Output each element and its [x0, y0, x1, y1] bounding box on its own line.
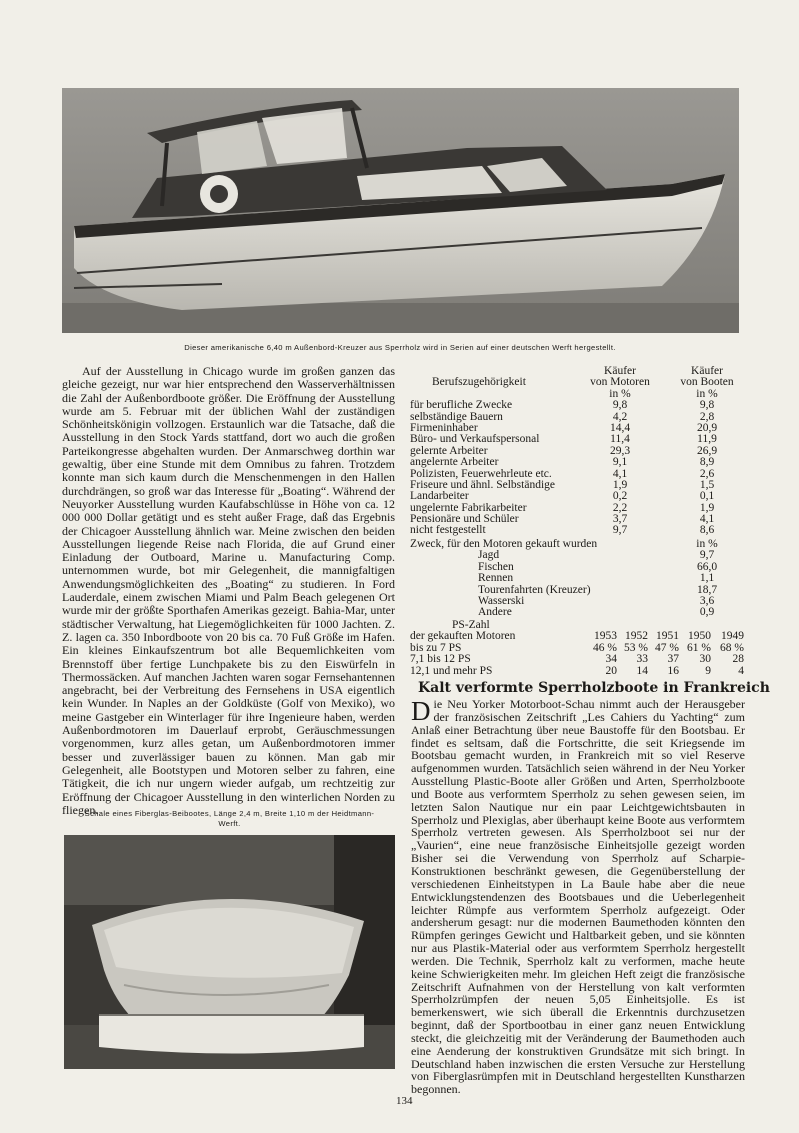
purpose-value: 3,6: [699, 594, 715, 607]
boote-header-2: von Booten: [680, 376, 734, 389]
occupation-label: Firmeninhaber: [410, 421, 478, 434]
motoren-value: 14,4: [609, 421, 631, 434]
boote-value: 20,9: [696, 421, 718, 434]
motoren-value: 9,8: [612, 399, 628, 412]
motoren-value: 1,9: [612, 478, 628, 491]
boote-value: 8,9: [699, 456, 715, 469]
occupation-label: Friseure und ähnl. Selbständige: [410, 478, 556, 491]
occupation-header-label: Berufszugehörigkeit: [432, 376, 526, 389]
occupation-row: [410, 400, 745, 411]
ps-value: 4: [738, 664, 744, 677]
boote-value: 8,6: [699, 524, 715, 537]
figure2-caption-line1: Schale eines Fiberglas-Beibootes, Länge 2,4 m, Breite 1,10 m der Heidtmann-: [84, 809, 375, 818]
ps-value: 33: [636, 653, 648, 666]
ps-row: [410, 666, 745, 677]
ps-label: 12,1 und mehr PS: [410, 664, 493, 677]
ps-value: 47 %: [655, 641, 679, 654]
motoren-value: 9,1: [612, 456, 628, 469]
left-column-text: Auf der Ausstellung in Chicago wurde im großen ganzen das gleiche gezeigt, nur war hier entsprechend den Wasserverhältnissen die Zahl der Außenbordboote größer. Die Eröffnung der Ausstellung wurde am 5. Februar mit der üblichen Wahl der zuständigen Schönheitskönigin vollzogen. Erstaunlich war die Tatsache, daß die Ausstellung in den Stock Yards stattfand, dort wo auch die großen Parteikongresse abgehalten wurden. Der Anmarschweg dorthin war gewaltig, über eine Stunde mit dem Omnibus zu fahren. Trotzdem konnte man sich kaum durch die Menschenmengen in den Hallen durchdrängen, so groß war das Interesse für „Boating“. Während der Neuyorker Ausstellung wurden Kaufabschlüsse in Höhe von ca. 12 000 000 Dollar getätigt und es steht außer Frage, daß das Ergebnis der Chicagoer Ausstellung ähnlich war. Meine zwischen den beiden Ausstellungen liegende Reise nach Florida, die auf Grund einer Einladung der Outboard, Marine u. Manufacturing Comp. unternommen wurde, bot mir Gelegenheit, die mannigfaltigen Anwendungsmöglichkeiten des „Boating“ zu studieren. In Ford Lauderdale, einem zwischen Miami und Palm Beach gelegenen Ort wurde mir der größte Sporthafen Amerikas gezeigt. Bahia-Mar, unter städtischer Verwaltung, hat Liegemöglichkeiten für 1000 Jachten. Z. Z. lagen ca. 350 Inbordboote von 20 bis ca. 70 Fuß Größe im Hafen. Ein kleines Einkaufszentrum bot alle Bequemlichkeiten vom Brennstoff über fertige Lunchpakete bis zu den Eiswürfeln in Thermossäcken. Auf manchen Jachten waren sogar Fernsehantennen angebracht, bei der Verbreitung des Fernsehens in USA eigentlich kein Wunder. In Naples an der Goldküste (Golf von Mexiko), wo meine Gastgeber ein Winterlager für ihre Ingenieure haben, werden Außenbordmotoren im Dauerlauf erprobt, Geräuschmessungen vorgenommen, kurz alles getan, um Außenbordmotoren immer besser und zuverlässiger bauen zu können. Man gab mir Gelegenheit, alle Bootstypen und Motoren selber zu fahren, eine Tätigkeit, die ich nur ungern wieder aufgab, um rechtzeitig zur Eröffnung der Chicagoer Ausstellung in den winterlichen Norden zu fliegen.: [62, 364, 395, 817]
ps-label: 7,1 bis 12 PS: [410, 653, 471, 666]
ps-value: 9: [705, 664, 711, 677]
fiberglass-dinghy-photo: [64, 835, 395, 1069]
ps-year: 1950: [688, 630, 711, 643]
occupation-label: für berufliche Zwecke: [410, 399, 513, 412]
cabin-cruiser-photo: [62, 88, 739, 333]
ps-value: 37: [667, 653, 679, 666]
boote-header-3: in %: [696, 387, 718, 400]
occupation-label: Büro- und Verkaufspersonal: [410, 433, 540, 446]
ps-value: 28: [732, 653, 744, 666]
ps-year: 1951: [656, 630, 679, 643]
boote-value: 1,5: [699, 478, 715, 491]
purpose-row: [410, 562, 745, 573]
ps-value: 20: [605, 664, 617, 677]
purpose-value: 18,7: [696, 583, 718, 596]
occupation-table: [410, 366, 745, 537]
occupation-label: selbständige Bauern: [410, 410, 503, 423]
boote-header-1: Käufer: [691, 365, 723, 377]
occupation-label: nicht festgestellt: [410, 524, 486, 537]
boote-value: 11,9: [697, 433, 717, 446]
purpose-value: 0,9: [699, 606, 715, 619]
ps-value: 16: [667, 664, 679, 677]
motoren-value: 9,7: [612, 524, 628, 537]
boote-value: 0,1: [699, 490, 715, 503]
ps-value: 46 %: [593, 641, 617, 654]
ps-value: 53 %: [624, 641, 648, 654]
occupation-label: angelernte Arbeiter: [410, 456, 499, 469]
ps-row: [410, 654, 745, 665]
purpose-value: 9,7: [699, 549, 715, 562]
boote-value: 1,9: [699, 501, 715, 514]
ps-title-1: PS-Zahl: [452, 619, 490, 631]
boote-value: 2,8: [699, 410, 715, 423]
purpose-value: 1,1: [699, 572, 715, 585]
ps-value: 68 %: [720, 641, 744, 654]
motoren-value: 0,2: [612, 490, 628, 503]
motoren-header-3: in %: [609, 387, 631, 400]
ps-value: 61 %: [687, 641, 711, 654]
purpose-label: Andere: [478, 606, 512, 619]
occupation-label: Polizisten, Feuerwehrleute etc.: [410, 467, 552, 480]
ps-year: 1953: [594, 630, 617, 643]
purpose-row: [410, 573, 745, 584]
purpose-value: 66,0: [696, 560, 718, 573]
purpose-row: [410, 550, 745, 561]
page-number: 134: [396, 1095, 413, 1107]
occupation-label: ungelernte Fabrikarbeiter: [410, 501, 527, 514]
ps-table: [410, 620, 745, 677]
occupation-label: gelernte Arbeiter: [410, 444, 488, 457]
figure1-caption: Dieser amerikanische 6,40 m Außenbord-Kreuzer aus Sperrholz wird in Serien auf einer deutschen Werft hergestellt.: [184, 343, 616, 352]
boote-value: 2,6: [699, 467, 715, 480]
purpose-row: [410, 607, 745, 618]
occupation-row: [410, 457, 745, 468]
motoren-header-2: von Motoren: [590, 376, 650, 389]
purpose-label: Tourenfahrten (Kreuzer): [478, 583, 591, 596]
purpose-label: Wasserski: [478, 594, 525, 607]
ps-value: 34: [605, 653, 617, 666]
occupation-label: Landarbeiter: [410, 490, 469, 503]
boote-value: 9,8: [699, 399, 715, 412]
ps-value: 30: [699, 653, 711, 666]
motoren-value: 4,1: [612, 467, 628, 480]
purpose-header: Zweck, für den Motoren gekauft wurden: [410, 538, 598, 550]
ps-year: 1949: [721, 630, 744, 643]
purpose-row: [410, 596, 745, 607]
purpose-label: Rennen: [478, 572, 514, 585]
purpose-label: Jagd: [478, 549, 500, 562]
purpose-table: [410, 539, 745, 619]
ps-label: bis zu 7 PS: [410, 641, 462, 654]
ps-value: 14: [636, 664, 648, 677]
occupation-row: [410, 525, 745, 536]
occupation-label: Pensionäre und Schüler: [410, 513, 519, 526]
motoren-value: 29,3: [609, 444, 631, 457]
purpose-label: Fischen: [478, 560, 514, 573]
boote-value: 26,9: [696, 444, 718, 457]
figure2-caption-line2: Werft.: [218, 819, 241, 828]
motoren-value: 3,7: [612, 513, 628, 526]
boote-value: 4,1: [699, 513, 715, 526]
article-drop-cap: D: [411, 696, 431, 726]
motoren-value: 11,4: [610, 433, 630, 446]
figure2-caption: [62, 809, 397, 829]
motoren-value: 2,2: [612, 501, 628, 514]
motoren-header-1: Käufer: [604, 365, 636, 377]
motoren-value: 4,2: [612, 410, 628, 423]
purpose-unit: in %: [696, 538, 718, 550]
ps-year: 1952: [625, 630, 648, 643]
purpose-row: [410, 585, 745, 596]
ps-title-2: der gekauften Motoren: [410, 630, 516, 643]
article-headline: Kalt verformte Sperrholzboote in Frankreich: [418, 680, 770, 696]
article-body: ie Neu Yorker Motorboot-Schau nimmt auch der Herausgeber der französischen Zeitschrift „Les Cahiers du Yachting“ zum Anlaß einer Betrachtung über neue Baustoffe für den Bootsbau. Er findet es seltsam, daß die Fortschritte, die seit Kriegsende im Bootsbau gemacht wurden, in Frankreich mit so viel Reserve aufgenommen wurden. Tatsächlich seien während in der Neu Yorker Ausstellung Plastic-Boote aller Größen und Arten, Sperrholzboote und Boote aus verformtem Sperrholz zu sehen gewesen seien, im letzten Salon Nautique nur ein paar Leichtgewichtsbauten in Sperrholz und Plexiglas, aber überhaupt keine Boote aus verformtem Sperrholz vertreten gewesen. Als Sperrholzboot sei nur der „Vaurien“, eine neue französische Einheitsjolle gezeigt worden Bisher sei die Verwendung von Sperrholz auf Scharpie-Konstruktionen beschränkt gewesen, die Gegenüberstellung der verschiedenen Einheitstypen in La Baule habe aber die neue Entwicklungstendenzen des Bootsbaues und die Ueberlegenheit leichter Rümpfe aus verformtem Sperrholz aufgezeigt. Oder andersherum gesagt: nur die modernen Baumethoden könnten den Rümpfen geringes Gewicht und Haltbarkeit geben, und sie könnten nur aus Plastik-Material oder aus verformtem Sperrholz hergestellt werden. Die Technik, Sperrholz kalt zu verformen, mache heute keine Schwierigkeiten mehr. Im gleichen Heft zeigt die französische Zeitschrift Aufnahmen von der Herstellung von kalt verformten Sperrholzrümpfen der neuen 5,05 Einheitsjolle. Es ist bemerkenswert, wie sich überall die Erkenntnis durchzusetzen beginnt, daß der Sportbootbau in einer ganz neuen Entwicklung steckt, die gleichzeitig mit der Veränderung der Baumethoden auch eine Aenderung der konstruktiven Grundsätze mit sich bringt. In Deutschland haben inzwischen die ersten Versuche zur Herstellung von Fiberglasrümpfen mit in Deutschland hergestellten Kunstharzen begonnen.: [411, 697, 745, 1097]
occupation-row: [410, 491, 745, 502]
article-text: [411, 698, 745, 1096]
